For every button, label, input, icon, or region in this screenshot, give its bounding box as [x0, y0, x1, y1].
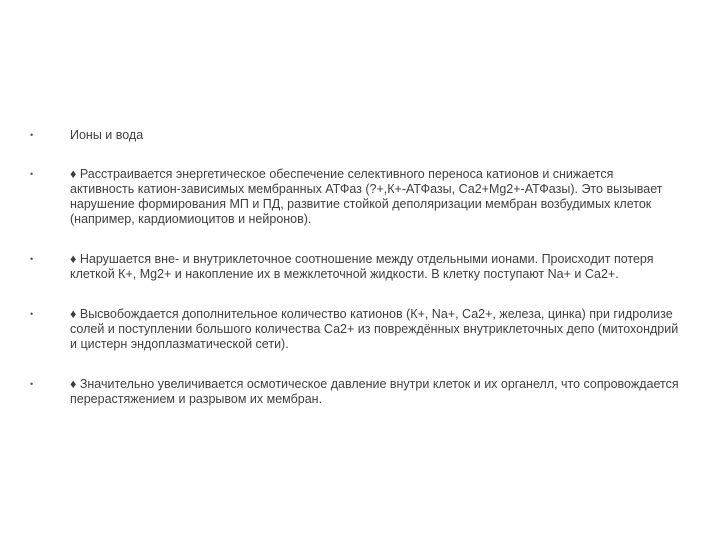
- list-item: [30, 128, 680, 143]
- list-item-text: ♦ Высвобождается дополнительное количество катионов (К+, Na+, Са2+, железа, цинка) при гидролизе солей и поступлении большого количества Са2+ из повреждённых внутриклеточных депо (митохондрий и цистерн эндоплазматической сети).: [70, 307, 679, 351]
- bullet-icon: •: [30, 379, 34, 389]
- list-item-text: ♦ Значительно увеличивается осмотическое давление внутри клеток и их органелл, что сопровождается перерастяжением и разрывом их мембран.: [70, 377, 679, 406]
- list-item: [30, 377, 680, 407]
- bullet-icon: •: [30, 254, 34, 264]
- list-item-text: ♦ Расстраивается энергетическое обеспечение селективного переноса катионов и снижается активность катион-зависимых мембранных АТФаз (?+,К+-АТФазы, Са2+Mg2+-АТФазы). Это вызывает нарушение формирования МП и ПД, развитие стойкой деполяризации мембран возбудимых клеток (например, кардиомиоцитов и нейронов).: [70, 167, 663, 226]
- list-item: [30, 307, 680, 352]
- list-item-text: Ионы и вода: [70, 128, 144, 142]
- list-item-text: ♦ Нарушается вне- и внутриклеточное соотношение между отдельными ионами. Происходит потеря клеткой К+, Mg2+ и накопление их в межклеточной жидкости. В клетку поступают Na+ и Са2+.: [70, 252, 654, 281]
- bullet-list: [30, 128, 680, 425]
- bullet-icon: •: [30, 169, 34, 179]
- bullet-icon: •: [30, 309, 34, 319]
- list-item: [30, 167, 680, 227]
- bullet-icon: •: [30, 130, 34, 140]
- list-item: [30, 252, 680, 282]
